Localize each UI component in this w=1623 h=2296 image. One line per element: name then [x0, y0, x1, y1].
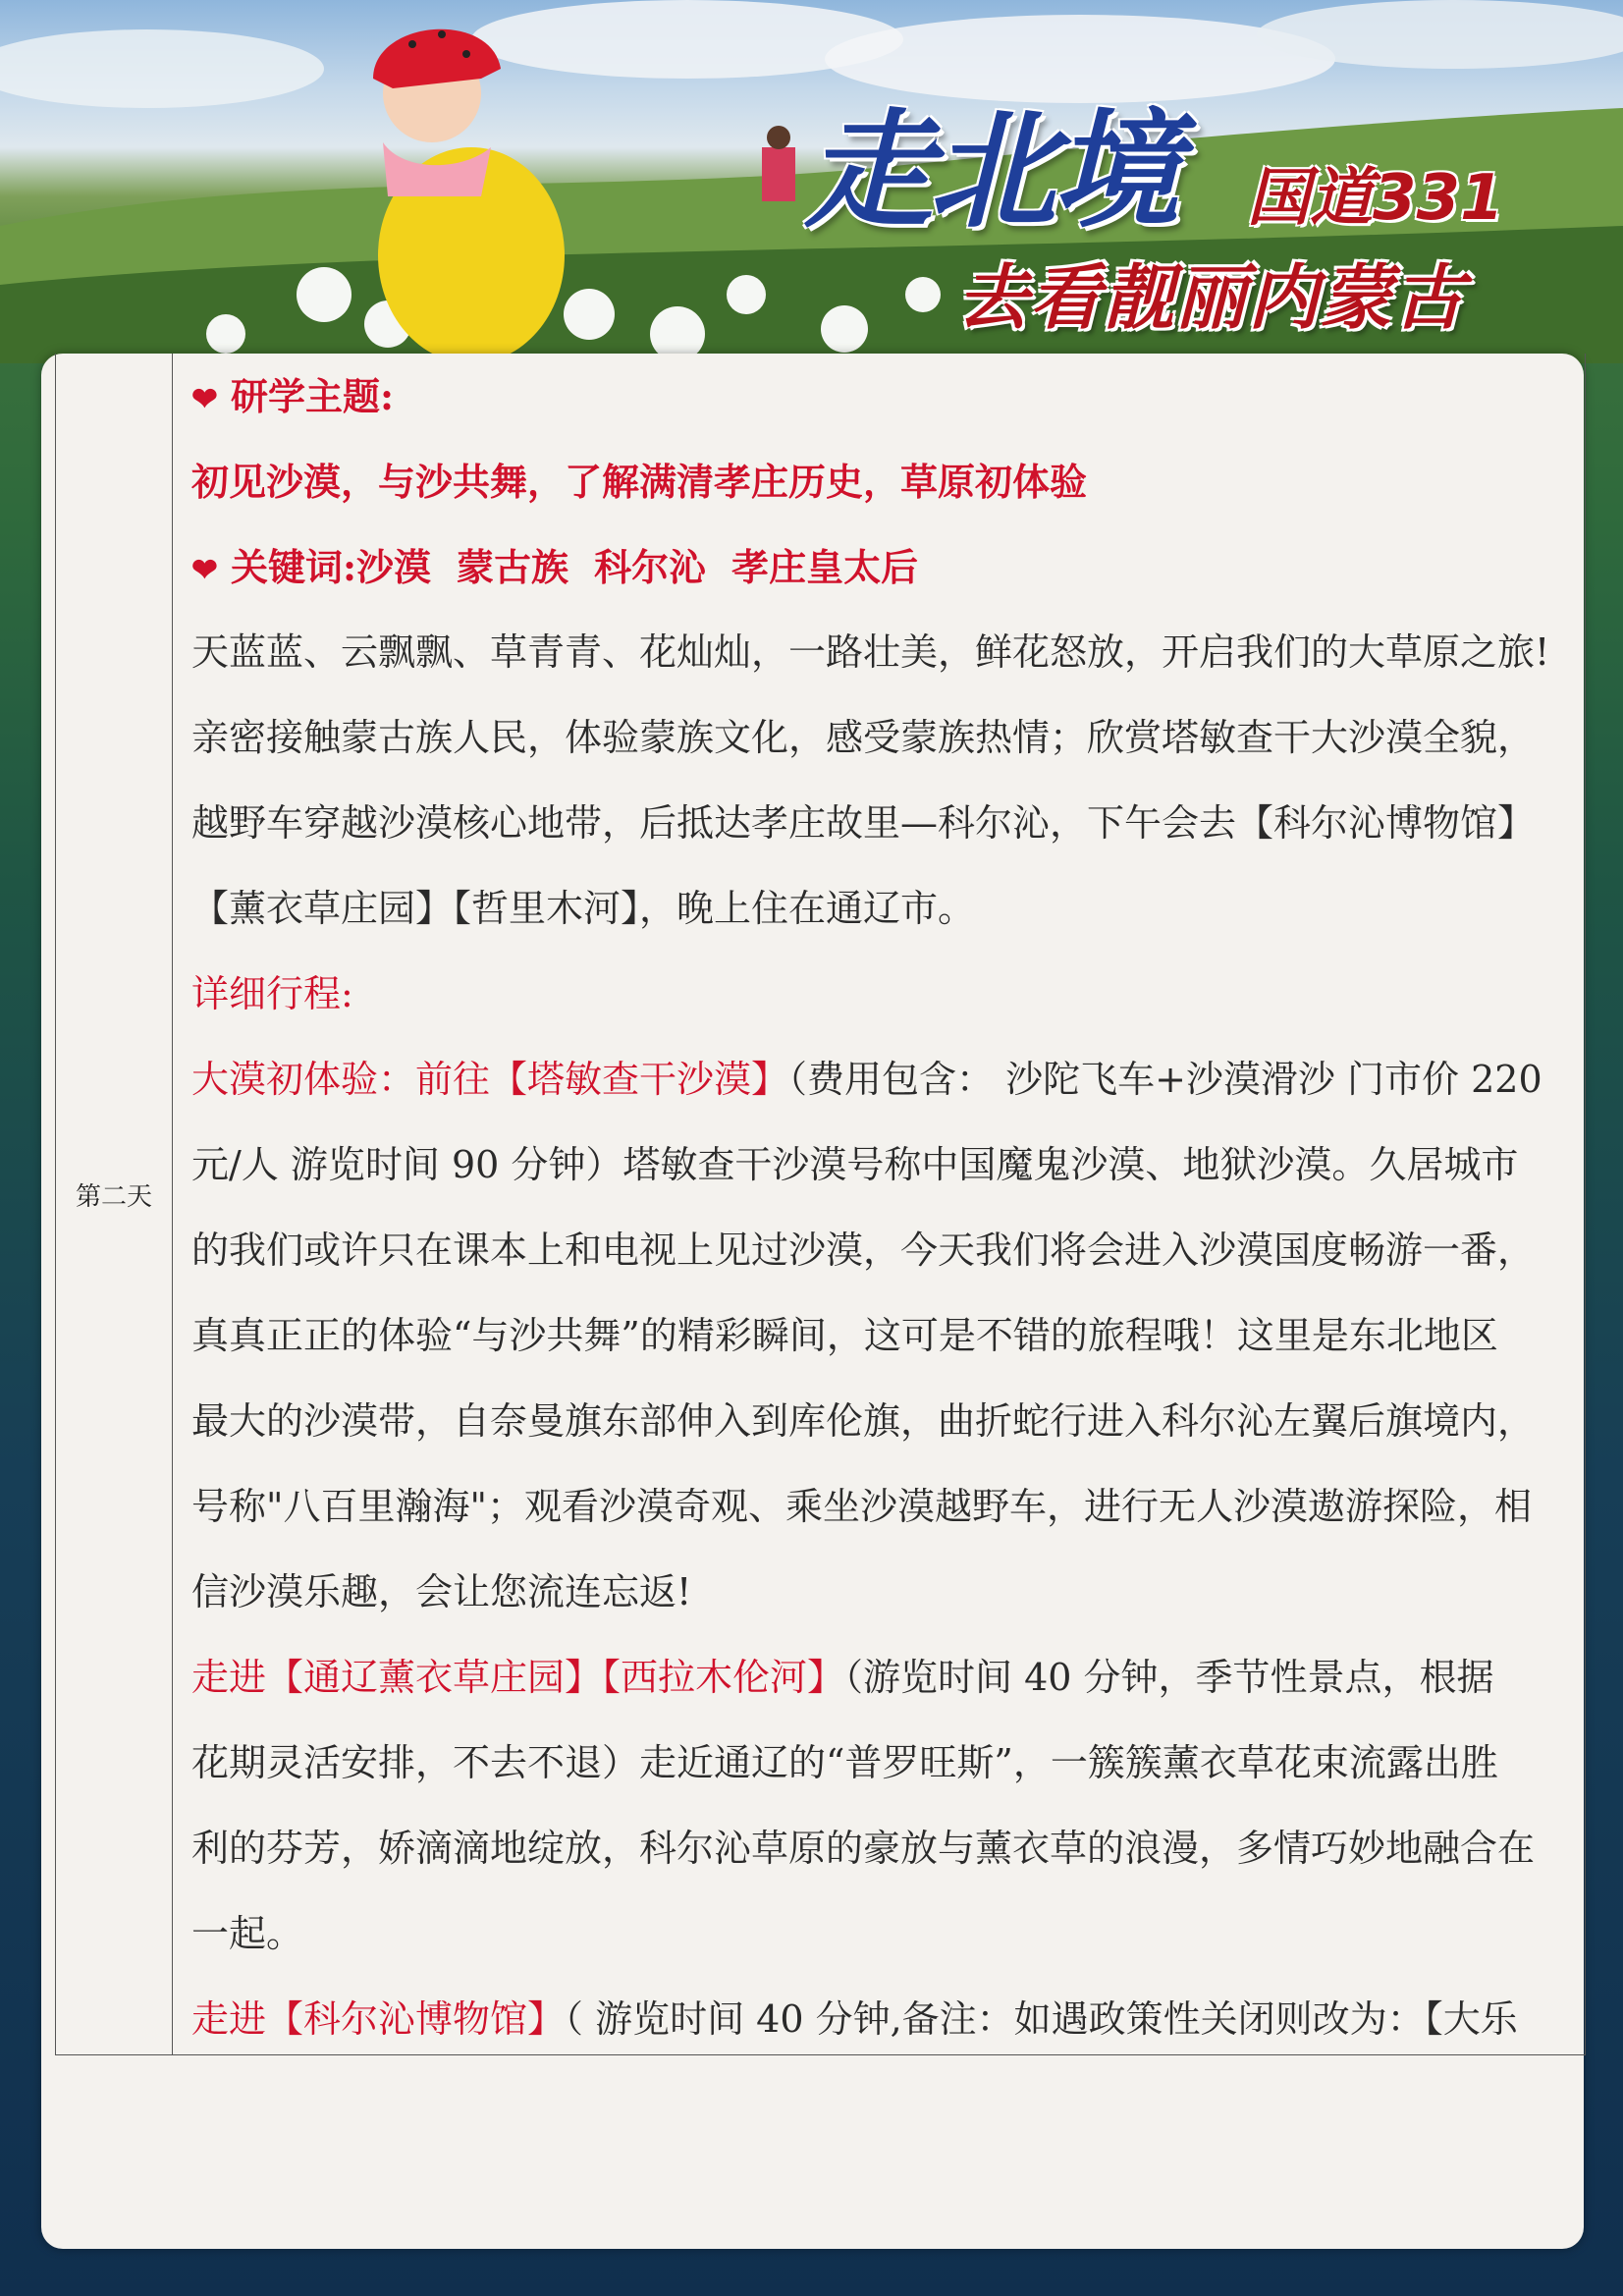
day-label: 第二天 — [75, 1182, 152, 1212]
theme-heading: 研学主题: — [231, 374, 395, 418]
lavender-line: 花期灵活安排，不去不退）走近通辽的“普罗旺斯”，一簇簇薰衣草花束流露出胜 — [191, 1741, 1498, 1784]
desert-line: 号称"八百里瀚海"；观看沙漠奇观、乘坐沙漠越野车，进行无人沙漠遨游探险，相 — [191, 1485, 1532, 1528]
desert-line: 元/人 游览时间 90 分钟）塔敏查干沙漠号称中国魔鬼沙漠、地狱沙漠。久居城市 — [191, 1143, 1519, 1186]
detail-heading: 详细行程: — [191, 972, 353, 1015]
keyword: 蒙古族 — [457, 545, 569, 589]
banner-road-label: 国道331 — [1247, 162, 1504, 235]
museum-title: 走进【科尔沁博物馆】 — [191, 1997, 566, 2041]
desert-line: 的我们或许只在课本上和电视上见过沙漠，今天我们将会进入沙漠国度畅游一番， — [191, 1229, 1536, 1272]
keywords-label: 关键词: — [231, 545, 357, 589]
itinerary-table — [55, 354, 1586, 2055]
intro-line: 越野车穿越沙漠核心地带，后抵达孝庄故里—科尔沁，下午会去【科尔沁博物馆】 — [191, 801, 1536, 845]
desert-first-rest: （费用包含： 沙陀飞车+沙漠滑沙 门市价 220 — [788, 1058, 1542, 1101]
lavender-line: 一起。 — [191, 1912, 304, 1955]
desert-title: 大漠初体验：前往【塔敏查干沙漠】 — [191, 1058, 789, 1101]
keyword: 科尔沁 — [594, 545, 707, 589]
keyword: 孝庄皇太后 — [731, 545, 919, 589]
keywords-line — [191, 524, 1561, 610]
keyword: 沙漠 — [356, 545, 432, 589]
museum-first-line — [191, 1977, 1561, 2062]
desert-line: 信沙漠乐趣，会让您流连忘返! — [191, 1570, 692, 1613]
desert-first-line — [191, 1037, 1561, 1122]
lavender-title: 走进【通辽薰衣草庄园】【西拉木伦河】 — [191, 1656, 845, 1699]
banner-title: 走北境 — [805, 96, 1177, 246]
desert-line: 真真正正的体验“与沙共舞”的精彩瞬间，这可是不错的旅程哦！这里是东北地区 — [191, 1314, 1498, 1357]
theme-text: 初见沙漠，与沙共舞，了解满清孝庄历史，草原初体验 — [191, 460, 1088, 504]
intro-line: 【薰衣草庄园】【哲里木河】，晚上住在通辽市。 — [191, 887, 976, 930]
lavender-first-line — [191, 1635, 1561, 1721]
header-banner — [0, 0, 1623, 363]
desert-line: 最大的沙漠带，自奈曼旗东部伸入到库伦旗，曲折蛇行进入科尔沁左翼后旗境内， — [191, 1399, 1536, 1443]
itinerary-panel — [41, 354, 1584, 2249]
day-column — [56, 354, 173, 2054]
heart-icon: ❤ — [191, 380, 218, 417]
itinerary-content — [191, 354, 1561, 2062]
banner-subtitle: 去看靓丽内蒙古 — [957, 256, 1467, 339]
lavender-first-rest: （游览时间 40 分钟，季节性景点，根据 — [844, 1656, 1494, 1699]
intro-line: 亲密接触蒙古族人民，体验蒙族文化，感受蒙族热情；欣赏塔敏查干大沙漠全貌， — [191, 716, 1536, 759]
lavender-line: 利的芬芳，娇滴滴地绽放，科尔沁草原的豪放与薰衣草的浪漫，多情巧妙地融合在 — [191, 1827, 1536, 1870]
intro-line: 天蓝蓝、云飘飘、草青青、花灿灿，一路壮美，鲜花怒放，开启我们的大草原之旅! — [191, 630, 1550, 674]
heart-icon: ❤ — [191, 551, 218, 588]
theme-heading-line — [191, 354, 1561, 439]
museum-first-rest: （ 游览时间 40 分钟,备注：如遇政策性关闭则改为：【大乐 — [565, 1997, 1518, 2041]
